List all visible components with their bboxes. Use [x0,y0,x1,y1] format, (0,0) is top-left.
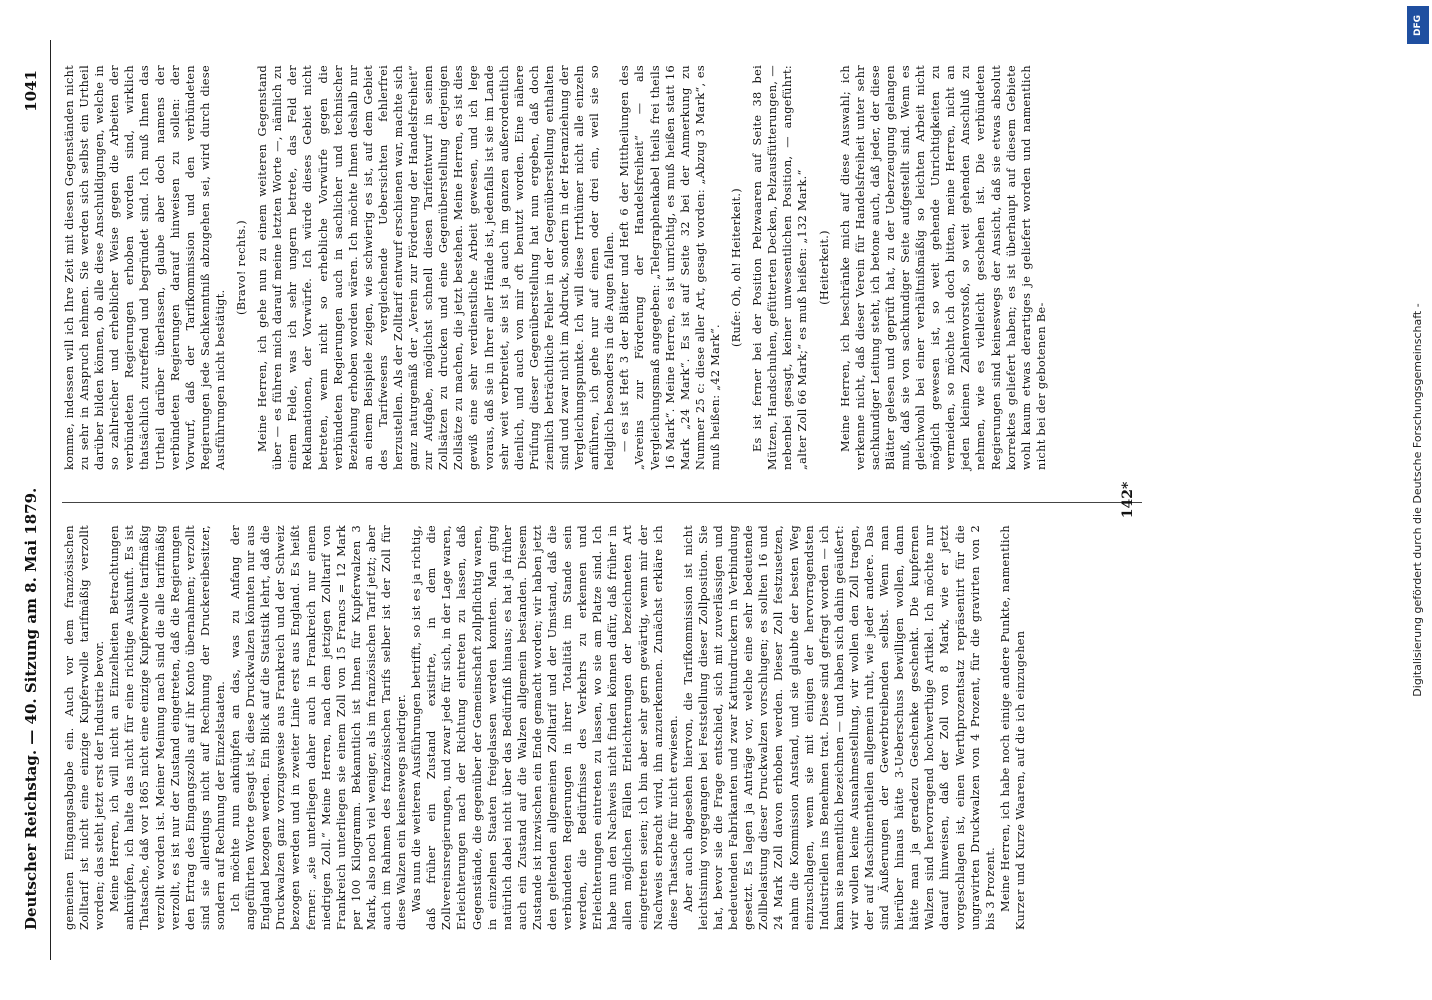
page-number: 1041 [22,70,40,112]
paragraph: komme, indessen will ich Ihre Zeit mit diesen Gegenständen nicht zu sehr in Anspruch nehmen. Sie werden sich selbst ein Urtheil darüber bilden können, ob alle diese Anschuldigungen, welche in so zahlreicher und erheblicher Weise gegen die Arbeiten der verbündeten Regierungen erhoben worden sind, wirklich thatsächlich zutreffend und begründet sind. Ich muß Ihnen das Urtheil darüber überlassen, glaube aber doch namens der verbündeten Regierungen darauf hinweisen zu sollen: der Vorwurf, daß der Tarifkommission und den verbündeten Regierungen jede Sachkenntniß abzugehen sei, wird durch diese Ausführungen nicht bestätigt. [63,65,227,470]
paragraph: Meine Herren, ich gehe nun zu einem weiteren Gegenstand über — es führen mich darauf meine letzten Worte —, nämlich zu einem Felde, was ich sehr ungern betrete, das Feld der Reklamationen, der Vorwürfe. Ich würde dieses Gebiet nicht betreten, wenn nicht so erhebliche Vorwürfe gegen die verbündeten Regierungen auch in sachlicher und technischer Beziehung erhoben worden wären. Ich möchte Ihnen deshalb nur an einem Beispiele zeigen, wie schwierig es ist, auf dem Gebiet des Tarifwesens vergleichende Uebersichten fehlerfrei herzustellen. Als der Zolltarif entwurf erschienen war, machte sich ganz naturgemäß der „Verein zur Förderung der Handelsfreiheit“ zur Aufgabe, möglichst schnell diesen Tarifentwurf in seinen Zollsätzen zu drucken und eine Gegenüberstellung derjenigen Zollsätze zu machen, die jetzt bestehen. Meine Herren, es ist dies gewiß eine sehr verdienstliche Arbeit gewesen, und ich lege voraus, daß sie in Ihrer aller Hände ist, jedenfalls ist sie im Lande sehr weit verbreitet, sie ist ja auch im ganzen außerordentlich dienlich, und auch von mir oft benutzt worden. Eine nähere Prüfung dieser Gegenüberstellung hat nun ergeben, daß doch ziemlich beträchtliche Fehler in der Gegenüberstellung enthalten sind und zwar nicht im Abdruck, sondern in der Heranziehung der Vergleichungspunkte. Ich will diese Irrthümer nicht alle einzeln anführen, ich gehe nur auf einen oder drei ein, weil sie so lediglich besonders in die Augen fallen. [256,65,617,470]
paragraph: Meine Herren, ich habe noch einige andere Punkte, namentlich Kurzer und Kurze Waaren, auf die ich einzugehen [998,525,1027,930]
interjection: (Heiterkeit.) [817,230,831,305]
paragraph: Ich möchte nun anknüpfen an das, was zu Anfang der angeführten Worte gesagt ist, diese Druckwalzen könnten nur aus England bezogen werden. Ein Blick auf die Statistik lehrt, daß die Druckwalzen ganz vorzugsweise aus Frankreich und der Schweiz bezogen werden und in zweiter Linie erst aus England. Es heißt ferner: „sie unterliegen daher auch in Frankreich nur einem niedrigen Zoll.“ Meine Herren, nach dem jetzigen Zolltarif von Frankreich unterliegen sie einem Zoll von 15 Francs = 12 Mark per 100 Kilogramm. Bekanntlich ist Ihnen für Kupferwalzen 3 Mark, also noch viel weniger, als im französischen Tarif jetzt; aber auch im Rahmen des französischen Tarifs selber ist der Zoll für diese Walzen ein keineswegs niedriger. [229,525,409,930]
digitization-credit [1404,0,1432,1000]
credit-text: Digitalisierung gefördert durch die Deutsche Forschungsgemeinschaft - [1411,303,1424,697]
left-column [62,525,1142,930]
running-head: Deutscher Reichstag. — 40. Sitzung am 8. Mai 1879. [22,487,40,930]
paragraph: — es ist Heft 3 der Blätter und Heft 6 der Mittheilungen des „Vereins zur Förderung der Handelsfreiheit“ — als Vergleichungsmaß angegeben: „Telegraphenkabel theils frei theils 16 Mark“. Meine Herren, es ist unrichtig, es muß heißen statt 16 Mark „24 Mark“. Es ist auf Seite 32 bei der Anmerkung zu Nummer 25 c: diese aller Art, gesagt worden: „Abzug 3 Mark“, es muß heißen: „42 Mark“. [618,65,722,470]
dfg-logo: DFG [1407,6,1429,44]
paragraph: Aber auch abgesehen hiervon, die Tarifkommission ist nicht leichtsinnig vorgegangen bei Feststellung dieser Zollposition. Sie hat, bevor sie die Frage entschied, sich mit zuverlässigen und bedeutenden Fabrikanten und zwar Kattundruckern in Verbindung gesetzt. Es lagen ja Anträge vor, welche eine sehr bedeutende Zollbelastung dieser Druckwalzen vorschlugen; es sollten 16 und 24 Mark Zoll davon erhoben werden. Dieser Zoll festzusetzen, nahm die Kommission Anstand, und sie glaubte der besten Weg einzuschlagen, wenn sie mit einigen der hervorragendsten Industriellen ins Benehmen trat. Diese sind gefragt worden — ich kann sie namentlich bezeichnen — und haben sich dahin geäußert: wir wollen keine Ausnahmestellung, wir wollen den Zoll tragen, der auf Maschinentheilen allgemein ruht, wie jeder andere. Das sind Äußerungen der Gewerbtreibenden selbst. Wenn man hierüber hinaus hätte 3-Ueberschuss bewilligen wollen, dann hätte man ja geradezu Geschenke geschenkt. Die kupfernen Walzen sind hervorragend hochwerthige Artikel. Ich möchte nur darauf hinweisen, daß der Zoll von 8 Mark, wie er jetzt vorgeschlagen ist, einen Werthprozentsatz repräsentirt für die ungravirten Druckwalzen von 4 Prozent, für die gravirten von 2 bis 3 Prozent. [681,525,997,930]
paragraph: Was nun die weiteren Ausführungen betrifft, so ist es ja richtig, daß früher ein Zustand existirte, in dem die Zollvereinsregierungen, und zwar jede für sich, in der Lage waren, Erleichterungen nach der Richtung eintreten zu lassen, daß Gegenstände, die gegenüber der Gemeinschaft zollpflichtig waren, in einzelnen Staaten freigelassen werden konnten. Man ging natürlich dabei nicht über das Bedürfniß hinaus; es hat ja früher auch ein Zustand auf die Walzen allgemein bestanden. Diesem Zustande ist inzwischen ein Ende gemacht worden; wir haben jetzt den geltenden allgemeinen Zolltarif und der Umstand, daß die verbündeten Regierungen in ihrer Totalität im Stande sein werden, die Bedürfnisse des Verkehrs zu erkennen und Erleichterungen eintreten zu lassen, wo sie am Platze sind. Ich habe nun den Nachweis nicht finden können dafür, daß früher in allen möglichen Fällen Erleichterungen der bezeichneten Art eingetreten seien; ich bin aber sehr gern gewärtig, wenn mir der Nachweis erbracht wird, ihn anzuerkennen. Zunächst erkläre ich diese Thatsache für nicht erwiesen. [410,524,680,930]
paragraph: Es ist ferner bei der Position Pelzwaaren auf Seite 38 bei Mützen, Handschuhen, gefütterten Decken, Pelzausfütterungen, — nebenbei gesagt, keiner unwesentlichen Position, — angeführt: „alter Zoll 66 Mark;“ es muß heißen: „132 Mark.“ [751,65,810,470]
header-rule [50,40,51,960]
page-header [22,70,44,930]
interjection: (Bravo! rechts.) [235,220,249,315]
paragraph: gemeinen Eingangsabgabe ein. Auch vor dem französischen Zolltarif ist nicht eine einzige Kupferwolle tarifmäßig verzollt worden; das steht jetzt erst der Industrie bevor. [63,525,107,930]
paragraph: Meine Herren, ich beschränke mich auf diese Auswahl; ich verkenne nicht, daß dieser Verein für Handelsfreiheit unter sehr sachkundiger Leitung steht, ich betone auch, daß jeder, der diese Blätter gelesen und geprüft hat, zu der Ueberzeugung gelangen muß, daß sie von sachkundiger Seite aufgestellt sind. Wenn es gleichwohl bei einer verhältnißmäßig so leichten Arbeit nicht möglich gewesen ist, so weit gehende Unrichtigkeiten zu vermeiden, so möchte ich doch bitten, meine Herren, nicht an jeden kleinen Zahlenvorstoß, so weit gehenden Anschluß zu nehmen, wie es vielleicht geschehen ist. Die verbündeten Regierungen sind keineswegs der Ansicht, daß sie etwas absolut korrektes geliefert haben; es ist überhaupt auf diesem Gebiete wohl kaum etwas derartiges je geliefert worden und namentlich nicht bei der gebotenen Be- [838,65,1048,470]
paragraph: Meine Herren, ich will nicht an Einzelheiten Betrachtungen anknüpfen, ich halte das nicht für eine richtige Auskunft. Es ist Thatsache, daß vor 1865 nicht eine einzige Kupferwolle tarifmäßig verzollt worden ist. Meiner Meinung nach sind die alle tarifmäßig verzollt, es ist nur der Zustand eingetreten, daß die Regierungen den Ertrag des Eingangszolls auf ihr Konto übernahmen; verzollt sind sie allerdings nicht auf Rechnung der Druckereibesitzer, sondern auf Rechnung der Einzelstaaten. [108,525,227,930]
right-column [62,65,1142,470]
signature-mark: 142* [1120,481,1136,519]
column-divider [62,502,1142,503]
interjection: (Rufe: Oh, oh! Heiterkeit.) [730,188,744,347]
